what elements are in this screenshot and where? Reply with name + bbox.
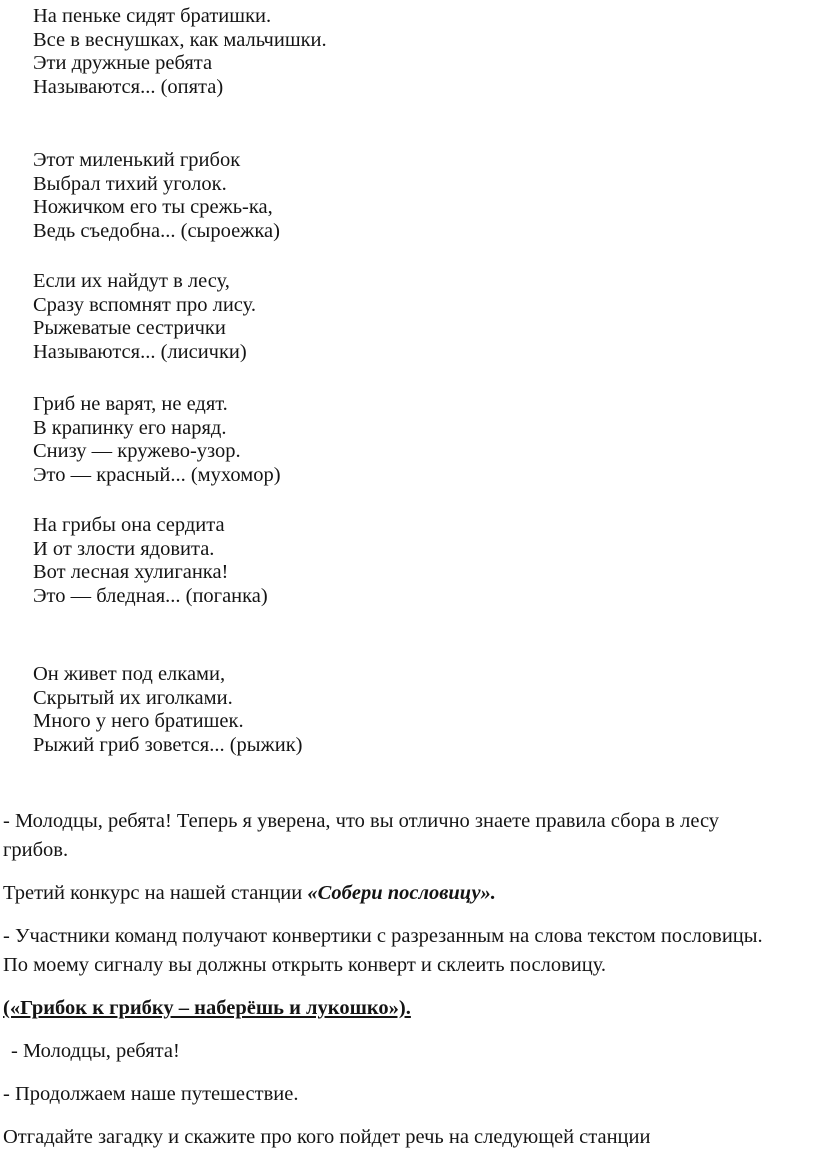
riddle-line: Этот миленький грибок xyxy=(33,149,241,171)
riddle-stanza-mukhomor xyxy=(33,393,816,487)
lesson-script-section xyxy=(3,807,813,1152)
contest-rules-paragraph xyxy=(3,922,813,980)
riddle-line: Скрытый их иголками. xyxy=(33,686,233,709)
teacher-praise-paragraph xyxy=(3,807,813,865)
riddle-prompt-paragraph xyxy=(3,1123,813,1152)
riddle-stanza-opyata xyxy=(33,5,816,99)
riddle-line: Называются... (опята) xyxy=(33,75,224,98)
riddle-line: Ведь съедобна... (сыроежка) xyxy=(33,219,280,242)
riddle-line: Называются... (лисички) xyxy=(33,340,247,363)
riddle-line: Все в веснушках, как мальчишки. xyxy=(33,28,327,51)
paragraph-line: - Молодцы, ребята! Теперь я уверена, что вы отлично знаете правила сбора в лесу xyxy=(3,810,720,832)
paragraph-line: - Молодцы, ребята! xyxy=(11,1040,180,1062)
riddle-stanza-ryzhik xyxy=(33,663,816,757)
riddle-line: Ножичком его ты срежь-ка, xyxy=(33,196,273,218)
riddle-stanza-poganka xyxy=(33,514,816,608)
paragraph-line: - Участники команд получают конвертики с разрезанным на слова текстом пословицы. xyxy=(3,925,763,947)
paragraph-line xyxy=(3,882,496,904)
riddle-line: Гриб не варят, не едят. xyxy=(33,393,228,415)
paragraph-line: Отгадайте загадку и скажите про кого пойдет речь на следующей станции xyxy=(3,1126,651,1148)
proverb-answer: («Грибок к грибку – наберёшь и лукошко»). xyxy=(3,997,411,1019)
contest-title: «Собери пословицу». xyxy=(307,882,496,904)
contest-intro-text: Третий конкурс на нашей станции xyxy=(3,882,308,904)
riddle-line: Много у него братишек. xyxy=(33,710,244,732)
paragraph-line: - Продолжаем наше путешествие. xyxy=(3,1083,299,1105)
riddle-line: Эти дружные ребята xyxy=(33,52,213,74)
riddle-line: В крапинку его наряд. xyxy=(33,416,227,439)
riddle-line: Сразу вспомнят про лису. xyxy=(33,293,256,316)
riddle-stanza-lisichki xyxy=(33,270,816,364)
riddle-line: Если их найдут в лесу, xyxy=(33,270,230,292)
praise-short-paragraph xyxy=(3,1037,813,1066)
riddle-line: Вот лесная хулиганка! xyxy=(33,561,229,583)
riddle-line: Это — бледная... (поганка) xyxy=(33,584,268,607)
riddle-line: Рыжеватые сестрички xyxy=(33,317,226,339)
riddle-line: Снизу — кружево-узор. xyxy=(33,440,241,462)
riddle-line: На грибы она сердита xyxy=(33,514,225,536)
riddle-stanza-syroezhka xyxy=(33,149,816,243)
paragraph-line: По моему сигналу вы должны открыть конверт и склеить пословицу. xyxy=(3,954,607,976)
paragraph-line: грибов. xyxy=(3,839,69,861)
continue-paragraph xyxy=(3,1080,813,1109)
riddle-line: На пеньке сидят братишки. xyxy=(33,5,272,27)
riddle-line: И от злости ядовита. xyxy=(33,537,215,560)
riddles-section xyxy=(0,5,816,757)
riddle-line: Он живет под елками, xyxy=(33,663,226,685)
riddle-line: Рыжий гриб зовется... (рыжик) xyxy=(33,733,303,756)
proverb-answer-paragraph xyxy=(3,994,813,1023)
third-contest-paragraph xyxy=(3,879,813,908)
riddle-line: Выбрал тихий уголок. xyxy=(33,172,227,195)
riddle-line: Это — красный... (мухомор) xyxy=(33,463,281,486)
